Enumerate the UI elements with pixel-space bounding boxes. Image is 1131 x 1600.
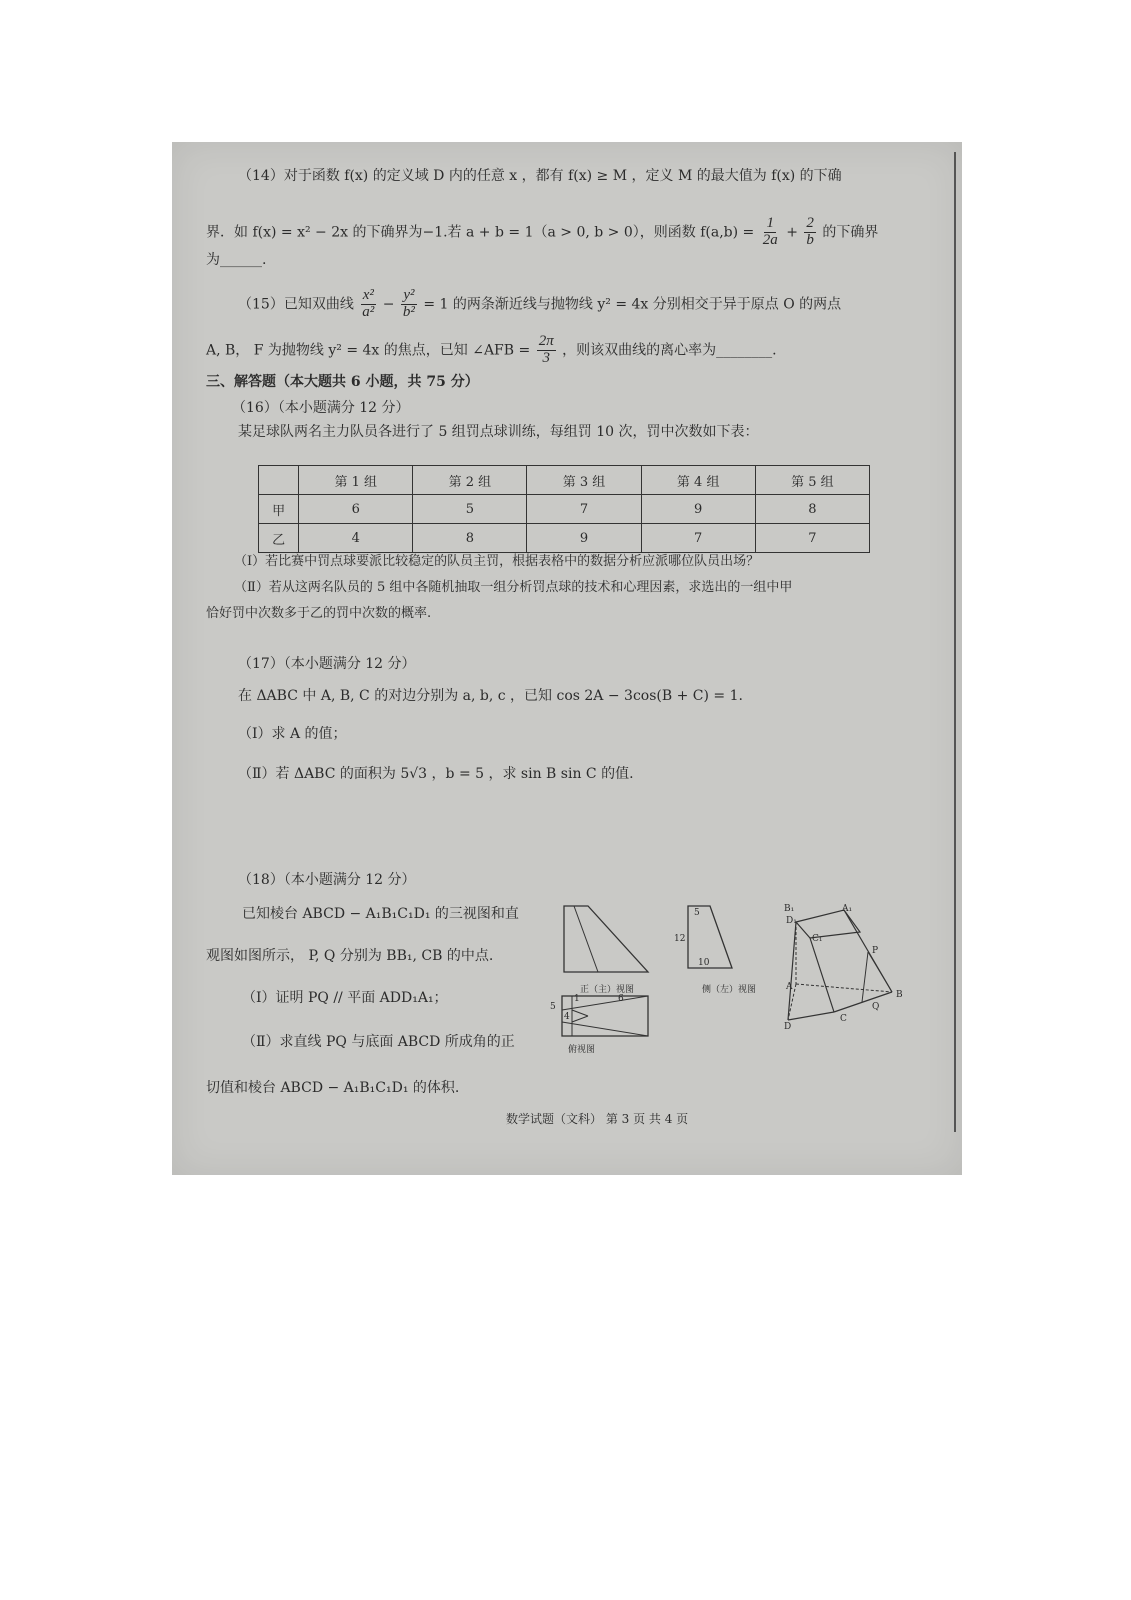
- q14-frac1: [761, 216, 780, 249]
- table-cell: 乙: [259, 524, 299, 553]
- table-header-cell: 第 5 组: [755, 466, 869, 495]
- q16-part1: （Ⅰ）若比赛中罚点球要派比较稳定的队员主罚，根据表格中的数据分析应派哪位队员出场？: [234, 554, 760, 569]
- top-dim-1: 1: [574, 994, 580, 1004]
- front-view-figure: [558, 904, 650, 976]
- top-dim-6: 6: [618, 994, 624, 1004]
- q14-line2: [206, 216, 878, 249]
- label-B: B: [896, 990, 903, 1000]
- table-cell: 8: [755, 495, 869, 524]
- q14-frac1-den: 2a: [762, 231, 778, 248]
- q14-frac2-den: b: [806, 231, 814, 248]
- top-view-figure: [558, 994, 652, 1038]
- table-header-cell: 第 4 组: [641, 466, 755, 495]
- table-cell: 6: [299, 495, 413, 524]
- q17-part1: （Ⅰ）求 A 的值；: [238, 726, 347, 742]
- table-header-row: [259, 466, 870, 495]
- label-D1: D₁: [786, 916, 797, 926]
- q15-fy: [401, 288, 417, 321]
- page-footer: 数学试题（文科） 第 3 页 共 4 页: [506, 1112, 689, 1126]
- q18-line1: 已知棱台 ABCD − A₁B₁C₁D₁ 的三视图和直: [242, 906, 519, 922]
- q16-part2-b: 恰好罚中次数多于乙的罚中次数的概率.: [206, 606, 432, 621]
- q15-angle-den: 3: [542, 349, 550, 366]
- q18-head: （18）（本小题满分 12 分）: [238, 872, 416, 888]
- q15-line2-tail: ，则该双曲线的离心率为________.: [562, 342, 777, 359]
- q15-fy-num: y²: [403, 287, 415, 303]
- table-cell: 7: [641, 524, 755, 553]
- table-cell: 9: [527, 524, 641, 553]
- section-heading: 三、解答题（本大题共 6 小题，共 75 分）: [206, 374, 479, 390]
- table-header-cell: 第 3 组: [527, 466, 641, 495]
- table-row: [259, 524, 870, 553]
- q15-angle: [537, 334, 556, 367]
- q15-fx-den: a²: [362, 303, 375, 320]
- q18-line5: 切值和棱台 ABCD − A₁B₁C₁D₁ 的体积.: [206, 1080, 460, 1096]
- q15-fx: [360, 288, 376, 321]
- q16-part2-a: （Ⅱ）若从这两名队员的 5 组中各随机抽取一组分析罚点球的技术和心理因素，求选出的一组中甲: [234, 580, 793, 595]
- top-dim-5: 5: [550, 1002, 556, 1012]
- q14-line2-text: 界．如 f(x) = x² − 2x 的下确界为−1.若 a + b = 1（a > 0, b > 0），则函数 f(a,b) =: [206, 224, 755, 241]
- top-view-label: 俯视图: [568, 1045, 596, 1055]
- label-Q: Q: [872, 1002, 880, 1012]
- label-A1: A₁: [842, 904, 853, 914]
- label-D: D: [784, 1022, 792, 1032]
- perspective-figure: [782, 908, 898, 1026]
- q15-line1-text: （15）已知双曲线: [238, 296, 354, 313]
- q15-line2: [206, 334, 777, 367]
- q14-plus: +: [786, 224, 798, 241]
- q14-frac2: [804, 216, 816, 249]
- front-view-label: 正（主）视图: [580, 985, 635, 995]
- table-cell: 7: [755, 524, 869, 553]
- q16-score-table: [258, 465, 870, 553]
- label-P: P: [872, 946, 879, 956]
- q15-angle-num: 2π: [538, 333, 554, 349]
- top-dim-4: 4: [564, 1012, 570, 1022]
- table-header-cell: 第 2 组: [413, 466, 527, 495]
- table-row: [259, 495, 870, 524]
- side-view-figure: [682, 904, 738, 970]
- q18-line4: （Ⅱ）求直线 PQ 与底面 ABCD 所成角的正: [242, 1034, 515, 1050]
- table-cell: 8: [413, 524, 527, 553]
- q14-frac2-num: 2: [806, 215, 814, 231]
- side-top-dim: 5: [694, 908, 700, 918]
- q14-line3: 为______.: [206, 252, 267, 268]
- side-bottom-dim: 10: [698, 958, 710, 968]
- side-view-label: 侧（左）视图: [702, 985, 757, 995]
- page-edge-line: [954, 152, 956, 1132]
- q15-fy-den: b²: [402, 303, 415, 320]
- q14-line2-tail: 的下确界: [822, 224, 879, 241]
- table-cell: 5: [413, 495, 527, 524]
- q15-fx-num: x²: [362, 287, 374, 303]
- q16-head: （16）（本小题满分 12 分）: [232, 400, 410, 416]
- q15-line1-tail: = 1 的两条渐近线与抛物线 y² = 4x 分别相交于异于原点 O 的两点: [423, 296, 842, 313]
- q15-line1: [238, 288, 841, 321]
- label-B1: B₁: [784, 904, 795, 914]
- q16-intro: 某足球队两名主力队员各进行了 5 组罚点球训练，每组罚 10 次，罚中次数如下表：: [238, 424, 759, 440]
- q15-line2-text: A, B， F 为抛物线 y² = 4x 的焦点，已知 ∠AFB =: [206, 342, 531, 359]
- table-cell: 7: [527, 495, 641, 524]
- q17-head: （17）（本小题满分 12 分）: [238, 656, 416, 672]
- table-header-cell: [259, 466, 299, 495]
- table-cell: 9: [641, 495, 755, 524]
- label-A: A: [786, 982, 793, 992]
- table-header-cell: 第 1 组: [299, 466, 413, 495]
- q14-line1: （14）对于函数 f(x) 的定义域 D 内的任意 x ，都有 f(x) ≥ M ，定义 M 的最大值为 f(x) 的下确: [238, 168, 842, 184]
- q17-intro: 在 ΔABC 中 A, B, C 的对边分别为 a, b, c ，已知 cos 2A − 3cos(B + C) = 1.: [238, 688, 743, 704]
- q15-minus: −: [382, 296, 395, 313]
- q14-frac1-num: 1: [766, 215, 774, 231]
- q18-line3: （Ⅰ）证明 PQ // 平面 ADD₁A₁；: [242, 990, 448, 1006]
- exam-page: [172, 142, 962, 1175]
- label-C: C: [840, 1014, 847, 1024]
- side-height-dim: 12: [674, 934, 686, 944]
- table-cell: 4: [299, 524, 413, 553]
- table-cell: 甲: [259, 495, 299, 524]
- q17-part2: （Ⅱ）若 ΔABC 的面积为 5√3 ，b = 5 ，求 sin B sin C 的值.: [238, 766, 634, 782]
- label-C1: C₁: [812, 934, 823, 944]
- q18-line2: 观图如图所示， P, Q 分别为 BB₁, CB 的中点.: [206, 948, 494, 964]
